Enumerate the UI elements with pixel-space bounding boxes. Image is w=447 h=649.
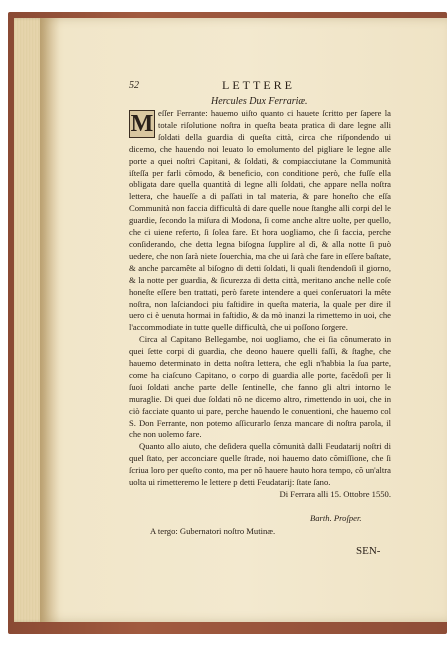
paragraph-3: Quanto allo aiuto, che deſidera quella cõmunità dalli Feudatarij noſtri di quel ſtato, per acconciare quelle ſtrade, noi hauemo dato cõmiſſione, che ſi ſcriua loro per queſto conto, ma per nõ hauere hauto hora tempo, cõ un'altra uolta ui rimetteremo le lettere p detti Feudatarij: ſtate ſano.: [129, 441, 391, 488]
paragraph-1: eſſer Ferrante: hauemo uiſto quanto ci hauete ſcritto per ſapere la totale riſolutione noſtra in queſta beata pratica di dare legne alli ſoldati della guardia di queſta città, circa che riſpondendo ui dicemo, che hauendo noi leuato lo emolumento del pigliare le legne alle porte a quei noſtri Capitani, & ſoldati, & compiacciutane la Communità iſteſſa per farli cõmodo, & beneficio, con conditione però, che fuſſe ella obligata dare quella quantità di legne alli ſoldati, che appare nella noſtra lettera, che haueſſe a di paſſati in tal materia, & pare honeſto che eſſa Communità non faccia difficultà di dare quelle noue ſtanghe alli corpi del le guardie, ſecondo la miſura di Modona, ſi come anche altre uolte, per quello, che ci uiene referto, ſi ſolea fare. Et hora uogliamo, che ſi faccia, perche conſiderando, che detta legna biſogna ſupplire al dì, & alla notte ſi può uedere, che non ſarà niete ſouerchia, ma che ui ſarà che fare in eſſere baſtate, & anche parcamête al biſogno di detti ſoldati, li quali ſtendendoſi il giorno, & la notte per guardia, & ſicurezza di detta città, meritano anche nelle coſe honeſte eſſere ben trattati, però farete intendere a quei conſeruatori la mête noſtra, non laſciandoci piu faſtidire in queſta materia, la quale per dire il uero ci è uenuta hormai in faſtidio, & da mò inanzi la rimettemo in uoi, che l'accommodiate in tutte quelle difficultà, che ui poſſono ſorgere.: [129, 108, 391, 333]
page-gutter-shadow: [40, 18, 60, 622]
running-header: LETTERE: [222, 78, 295, 92]
date-line: Di Ferrara alli 15. Ottobre 1550.: [279, 489, 391, 499]
catchword: SEN-: [356, 545, 381, 557]
signature: Barth. Proſper.: [310, 513, 362, 523]
letter-body: [129, 108, 391, 501]
decorated-initial: M: [130, 111, 154, 137]
page-number: 52: [129, 80, 139, 91]
letter-sender: Hercules Dux Ferrariæ.: [211, 96, 308, 107]
address-line: A tergo: Gubernatori noſtro Mutinæ.: [150, 526, 276, 536]
paragraph-2: Circa al Capitano Bellegambe, noi uogliamo, che ei ſia cõnumerato in quei ſette corpi di guardia, che deono hauere quelli faſſi, & ſtaghe, che hauemo determinato in detta noſtra lettera, che egli n'habbia la ſua parte, come ha ciaſcuno Capitano, o corpo di guardia alle porte, facẽdoſi per li ſuoi ſoldati anche parte delle ſentinelle, che fanno gli altri intorno le muraglie. Di quei due ſoldati nõ ne dicemo altro, rimettendo in uoi, che in ciò facciate quanto ui pare, perche hauendo le conuentioni, che hauemo col S. Don Ferrante, non potemo aſſicurarlo ſenza mancare di noſtra parola, il che non uolemo fare.: [129, 334, 391, 440]
